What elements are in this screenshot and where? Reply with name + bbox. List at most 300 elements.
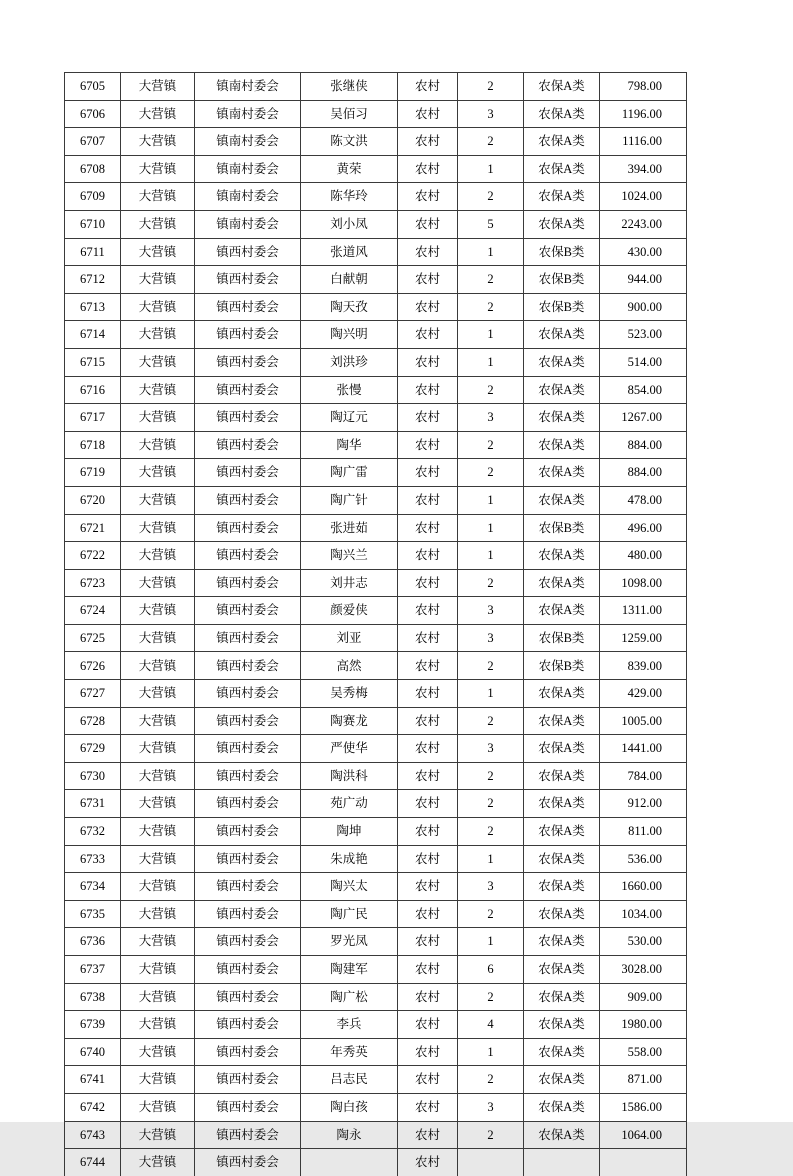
- cell-town: 大营镇: [121, 238, 195, 266]
- cell-village: 镇西村委会: [195, 321, 301, 349]
- cell-village: 镇西村委会: [195, 238, 301, 266]
- cell-count: 2: [458, 983, 524, 1011]
- cell-category: 农村: [398, 762, 458, 790]
- cell-serial: 6710: [65, 210, 121, 238]
- cell-amount: 839.00: [600, 652, 687, 680]
- cell-amount: 1267.00: [600, 404, 687, 432]
- cell-category: 农村: [398, 983, 458, 1011]
- cell-town: 大营镇: [121, 735, 195, 763]
- table-row: [65, 431, 687, 459]
- cell-serial: 6733: [65, 845, 121, 873]
- cell-serial: 6723: [65, 569, 121, 597]
- cell-name: 陶广民: [301, 900, 398, 928]
- cell-count: 3: [458, 624, 524, 652]
- cell-name: 陶永: [301, 1121, 398, 1149]
- table-row: [65, 321, 687, 349]
- cell-serial: 6713: [65, 293, 121, 321]
- cell-count: 1: [458, 928, 524, 956]
- cell-name: 陶广松: [301, 983, 398, 1011]
- cell-town: 大营镇: [121, 542, 195, 570]
- cell-amount: 1586.00: [600, 1093, 687, 1121]
- cell-serial: 6732: [65, 818, 121, 846]
- cell-serial: 6716: [65, 376, 121, 404]
- cell-category: 农村: [398, 266, 458, 294]
- cell-category: 农村: [398, 238, 458, 266]
- cell-name: 陶广雷: [301, 459, 398, 487]
- cell-village: 镇西村委会: [195, 431, 301, 459]
- cell-town: 大营镇: [121, 762, 195, 790]
- cell-amount: 1116.00: [600, 128, 687, 156]
- cell-amount: 909.00: [600, 983, 687, 1011]
- cell-insurance: 农保B类: [524, 514, 600, 542]
- cell-name: 陶天孜: [301, 293, 398, 321]
- cell-insurance: 农保A类: [524, 376, 600, 404]
- cell-serial: 6714: [65, 321, 121, 349]
- cell-serial: 6726: [65, 652, 121, 680]
- cell-name: 陶建军: [301, 956, 398, 984]
- cell-serial: 6740: [65, 1038, 121, 1066]
- cell-serial: 6735: [65, 900, 121, 928]
- table-row: [65, 514, 687, 542]
- cell-count: 1: [458, 542, 524, 570]
- cell-amount: 3028.00: [600, 956, 687, 984]
- table-row: [65, 293, 687, 321]
- table-row: [65, 128, 687, 156]
- cell-name: 张进茹: [301, 514, 398, 542]
- cell-name: 刘井志: [301, 569, 398, 597]
- cell-serial: 6727: [65, 680, 121, 708]
- cell-category: 农村: [398, 404, 458, 432]
- cell-town: 大营镇: [121, 431, 195, 459]
- cell-name: 刘亚: [301, 624, 398, 652]
- cell-village: 镇南村委会: [195, 183, 301, 211]
- cell-amount: 884.00: [600, 431, 687, 459]
- cell-serial: 6734: [65, 873, 121, 901]
- cell-town: 大营镇: [121, 1038, 195, 1066]
- cell-town: 大营镇: [121, 680, 195, 708]
- cell-category: 农村: [398, 486, 458, 514]
- cell-town: 大营镇: [121, 514, 195, 542]
- cell-count: 3: [458, 597, 524, 625]
- cell-serial: 6729: [65, 735, 121, 763]
- cell-name: 吕志民: [301, 1066, 398, 1094]
- cell-village: 镇西村委会: [195, 514, 301, 542]
- cell-serial: 6730: [65, 762, 121, 790]
- cell-serial: 6743: [65, 1121, 121, 1149]
- cell-serial: 6717: [65, 404, 121, 432]
- cell-count: 2: [458, 376, 524, 404]
- cell-amount: 1098.00: [600, 569, 687, 597]
- cell-village: 镇南村委会: [195, 128, 301, 156]
- cell-amount: 871.00: [600, 1066, 687, 1094]
- cell-category: 农村: [398, 348, 458, 376]
- cell-town: 大营镇: [121, 183, 195, 211]
- cell-name: 白献朝: [301, 266, 398, 294]
- cell-town: 大营镇: [121, 956, 195, 984]
- cell-insurance: 农保B类: [524, 266, 600, 294]
- cell-category: 农村: [398, 73, 458, 101]
- cell-town: 大营镇: [121, 1093, 195, 1121]
- cell-category: 农村: [398, 790, 458, 818]
- table-row: [65, 404, 687, 432]
- cell-amount: 536.00: [600, 845, 687, 873]
- cell-insurance: 农保A类: [524, 1093, 600, 1121]
- cell-town: 大营镇: [121, 321, 195, 349]
- cell-insurance: 农保B类: [524, 238, 600, 266]
- cell-category: 农村: [398, 652, 458, 680]
- cell-village: 镇西村委会: [195, 459, 301, 487]
- cell-category: 农村: [398, 210, 458, 238]
- cell-amount: 1441.00: [600, 735, 687, 763]
- cell-count: 1: [458, 1038, 524, 1066]
- cell-amount: 1024.00: [600, 183, 687, 211]
- cell-village: 镇西村委会: [195, 790, 301, 818]
- cell-count: [458, 1149, 524, 1176]
- cell-count: 1: [458, 238, 524, 266]
- cell-count: 1: [458, 486, 524, 514]
- cell-insurance: 农保A类: [524, 73, 600, 101]
- cell-insurance: 农保A类: [524, 818, 600, 846]
- cell-insurance: 农保A类: [524, 983, 600, 1011]
- cell-amount: 429.00: [600, 680, 687, 708]
- cell-count: 2: [458, 818, 524, 846]
- cell-village: 镇南村委会: [195, 155, 301, 183]
- cell-insurance: 农保A类: [524, 542, 600, 570]
- table-row: [65, 1093, 687, 1121]
- cell-serial: 6722: [65, 542, 121, 570]
- cell-count: 3: [458, 873, 524, 901]
- table-row: [65, 569, 687, 597]
- cell-insurance: 农保A类: [524, 845, 600, 873]
- cell-town: 大营镇: [121, 845, 195, 873]
- cell-serial: 6721: [65, 514, 121, 542]
- cell-serial: 6709: [65, 183, 121, 211]
- cell-insurance: 农保A类: [524, 348, 600, 376]
- cell-name: 吴秀梅: [301, 680, 398, 708]
- cell-category: 农村: [398, 1011, 458, 1039]
- cell-amount: 1311.00: [600, 597, 687, 625]
- cell-name: 高然: [301, 652, 398, 680]
- cell-village: 镇西村委会: [195, 404, 301, 432]
- cell-category: 农村: [398, 707, 458, 735]
- cell-count: 1: [458, 514, 524, 542]
- cell-name: 苑广动: [301, 790, 398, 818]
- cell-category: 农村: [398, 321, 458, 349]
- cell-category: 农村: [398, 624, 458, 652]
- cell-serial: 6725: [65, 624, 121, 652]
- cell-village: 镇西村委会: [195, 486, 301, 514]
- cell-village: 镇西村委会: [195, 266, 301, 294]
- cell-serial: 6712: [65, 266, 121, 294]
- cell-name: 颜爱侠: [301, 597, 398, 625]
- cell-name: 罗光凤: [301, 928, 398, 956]
- cell-insurance: 农保A类: [524, 597, 600, 625]
- table-row: [65, 845, 687, 873]
- cell-amount: 811.00: [600, 818, 687, 846]
- cell-insurance: 农保A类: [524, 790, 600, 818]
- cell-village: 镇西村委会: [195, 928, 301, 956]
- cell-count: 2: [458, 900, 524, 928]
- cell-insurance: 农保A类: [524, 155, 600, 183]
- table-row: [65, 680, 687, 708]
- cell-amount: 1064.00: [600, 1121, 687, 1149]
- cell-town: 大营镇: [121, 293, 195, 321]
- cell-serial: 6724: [65, 597, 121, 625]
- cell-count: 1: [458, 845, 524, 873]
- cell-count: 2: [458, 73, 524, 101]
- cell-category: 农村: [398, 183, 458, 211]
- table-row: [65, 1066, 687, 1094]
- table-row: [65, 376, 687, 404]
- cell-category: 农村: [398, 569, 458, 597]
- cell-town: 大营镇: [121, 818, 195, 846]
- cell-name: 陶兴太: [301, 873, 398, 901]
- table-row: [65, 818, 687, 846]
- cell-insurance: 农保A类: [524, 762, 600, 790]
- cell-serial: 6739: [65, 1011, 121, 1039]
- table-row: [65, 873, 687, 901]
- cell-serial: 6741: [65, 1066, 121, 1094]
- cell-village: 镇西村委会: [195, 956, 301, 984]
- cell-amount: 558.00: [600, 1038, 687, 1066]
- cell-insurance: 农保A类: [524, 873, 600, 901]
- cell-village: 镇西村委会: [195, 1038, 301, 1066]
- cell-category: 农村: [398, 873, 458, 901]
- cell-category: 农村: [398, 735, 458, 763]
- cell-name: 张继侠: [301, 73, 398, 101]
- cell-village: 镇西村委会: [195, 597, 301, 625]
- cell-count: 3: [458, 735, 524, 763]
- cell-insurance: 农保A类: [524, 128, 600, 156]
- cell-amount: 523.00: [600, 321, 687, 349]
- cell-town: 大营镇: [121, 155, 195, 183]
- cell-count: 2: [458, 128, 524, 156]
- cell-amount: [600, 1149, 687, 1176]
- table-row: [65, 1149, 687, 1176]
- table-row: [65, 707, 687, 735]
- cell-amount: 430.00: [600, 238, 687, 266]
- cell-village: 镇西村委会: [195, 624, 301, 652]
- cell-village: 镇西村委会: [195, 1066, 301, 1094]
- table-row: [65, 928, 687, 956]
- table-row: [65, 597, 687, 625]
- cell-name: 陶华: [301, 431, 398, 459]
- cell-count: 6: [458, 956, 524, 984]
- cell-village: 镇西村委会: [195, 1011, 301, 1039]
- cell-village: 镇西村委会: [195, 1149, 301, 1176]
- cell-category: 农村: [398, 542, 458, 570]
- cell-insurance: 农保A类: [524, 1038, 600, 1066]
- cell-amount: 884.00: [600, 459, 687, 487]
- cell-town: 大营镇: [121, 1066, 195, 1094]
- cell-insurance: 农保A类: [524, 404, 600, 432]
- cell-insurance: 农保A类: [524, 210, 600, 238]
- cell-count: 3: [458, 100, 524, 128]
- cell-village: 镇西村委会: [195, 900, 301, 928]
- cell-name: 陶广针: [301, 486, 398, 514]
- cell-count: 2: [458, 762, 524, 790]
- cell-count: 2: [458, 652, 524, 680]
- cell-category: 农村: [398, 956, 458, 984]
- cell-town: 大营镇: [121, 900, 195, 928]
- cell-count: 2: [458, 266, 524, 294]
- cell-category: 农村: [398, 431, 458, 459]
- cell-serial: 6737: [65, 956, 121, 984]
- table-row: [65, 155, 687, 183]
- cell-amount: 1980.00: [600, 1011, 687, 1039]
- cell-name: 黄荣: [301, 155, 398, 183]
- cell-serial: 6719: [65, 459, 121, 487]
- cell-village: 镇西村委会: [195, 680, 301, 708]
- cell-insurance: 农保B类: [524, 293, 600, 321]
- benefits-table: [64, 72, 687, 1176]
- cell-name: 刘洪珍: [301, 348, 398, 376]
- cell-insurance: 农保A类: [524, 735, 600, 763]
- cell-category: 农村: [398, 818, 458, 846]
- cell-amount: 798.00: [600, 73, 687, 101]
- cell-town: 大营镇: [121, 266, 195, 294]
- cell-village: 镇西村委会: [195, 376, 301, 404]
- cell-serial: 6736: [65, 928, 121, 956]
- cell-count: 1: [458, 155, 524, 183]
- cell-name: [301, 1149, 398, 1176]
- cell-town: 大营镇: [121, 73, 195, 101]
- cell-count: 4: [458, 1011, 524, 1039]
- cell-count: 2: [458, 431, 524, 459]
- cell-count: 2: [458, 1066, 524, 1094]
- cell-amount: 514.00: [600, 348, 687, 376]
- cell-amount: 1196.00: [600, 100, 687, 128]
- cell-amount: 1259.00: [600, 624, 687, 652]
- cell-count: 1: [458, 680, 524, 708]
- cell-name: 陶兴明: [301, 321, 398, 349]
- cell-count: 2: [458, 790, 524, 818]
- cell-count: 2: [458, 707, 524, 735]
- cell-name: 陶白孩: [301, 1093, 398, 1121]
- cell-serial: 6718: [65, 431, 121, 459]
- cell-town: 大营镇: [121, 1011, 195, 1039]
- cell-serial: 6720: [65, 486, 121, 514]
- cell-category: 农村: [398, 100, 458, 128]
- cell-count: 1: [458, 348, 524, 376]
- table-row: [65, 983, 687, 1011]
- cell-village: 镇西村委会: [195, 818, 301, 846]
- table-row: [65, 1121, 687, 1149]
- cell-category: 农村: [398, 1149, 458, 1176]
- cell-category: 农村: [398, 376, 458, 404]
- cell-town: 大营镇: [121, 652, 195, 680]
- cell-insurance: 农保A类: [524, 928, 600, 956]
- cell-town: 大营镇: [121, 376, 195, 404]
- cell-amount: 912.00: [600, 790, 687, 818]
- cell-insurance: 农保A类: [524, 100, 600, 128]
- cell-town: 大营镇: [121, 100, 195, 128]
- cell-village: 镇西村委会: [195, 569, 301, 597]
- cell-name: 陶辽元: [301, 404, 398, 432]
- cell-category: 农村: [398, 900, 458, 928]
- cell-insurance: 农保A类: [524, 956, 600, 984]
- cell-insurance: 农保A类: [524, 1121, 600, 1149]
- cell-count: 2: [458, 569, 524, 597]
- cell-amount: 1660.00: [600, 873, 687, 901]
- cell-insurance: 农保A类: [524, 486, 600, 514]
- cell-town: 大营镇: [121, 569, 195, 597]
- cell-village: 镇南村委会: [195, 73, 301, 101]
- cell-count: 5: [458, 210, 524, 238]
- cell-serial: 6731: [65, 790, 121, 818]
- cell-amount: 496.00: [600, 514, 687, 542]
- cell-town: 大营镇: [121, 404, 195, 432]
- cell-name: 张慢: [301, 376, 398, 404]
- cell-village: 镇西村委会: [195, 762, 301, 790]
- cell-name: 陈华玲: [301, 183, 398, 211]
- table-row: [65, 266, 687, 294]
- table-row: [65, 348, 687, 376]
- cell-count: 1: [458, 321, 524, 349]
- table-row: [65, 624, 687, 652]
- cell-category: 农村: [398, 680, 458, 708]
- cell-town: 大营镇: [121, 983, 195, 1011]
- cell-name: 年秀英: [301, 1038, 398, 1066]
- cell-village: 镇西村委会: [195, 873, 301, 901]
- table-body: [65, 73, 687, 1176]
- table-row: [65, 486, 687, 514]
- cell-insurance: 农保A类: [524, 569, 600, 597]
- cell-insurance: 农保B类: [524, 624, 600, 652]
- cell-insurance: 农保A类: [524, 183, 600, 211]
- cell-name: 陶兴兰: [301, 542, 398, 570]
- cell-insurance: 农保A类: [524, 321, 600, 349]
- cell-town: 大营镇: [121, 707, 195, 735]
- cell-village: 镇西村委会: [195, 652, 301, 680]
- cell-village: 镇西村委会: [195, 542, 301, 570]
- cell-serial: 6744: [65, 1149, 121, 1176]
- cell-amount: 1034.00: [600, 900, 687, 928]
- cell-category: 农村: [398, 928, 458, 956]
- cell-count: 2: [458, 183, 524, 211]
- cell-amount: 900.00: [600, 293, 687, 321]
- cell-village: 镇西村委会: [195, 293, 301, 321]
- cell-village: 镇西村委会: [195, 735, 301, 763]
- cell-serial: 6742: [65, 1093, 121, 1121]
- cell-category: 农村: [398, 155, 458, 183]
- cell-town: 大营镇: [121, 348, 195, 376]
- cell-name: 朱成艳: [301, 845, 398, 873]
- cell-village: 镇南村委会: [195, 210, 301, 238]
- cell-serial: 6705: [65, 73, 121, 101]
- cell-amount: 394.00: [600, 155, 687, 183]
- cell-name: 张道风: [301, 238, 398, 266]
- cell-amount: 478.00: [600, 486, 687, 514]
- cell-village: 镇西村委会: [195, 1093, 301, 1121]
- table-row: [65, 790, 687, 818]
- table-row: [65, 1011, 687, 1039]
- cell-category: 农村: [398, 845, 458, 873]
- cell-town: 大营镇: [121, 790, 195, 818]
- cell-insurance: [524, 1149, 600, 1176]
- cell-town: 大营镇: [121, 928, 195, 956]
- cell-town: 大营镇: [121, 873, 195, 901]
- cell-name: 陈文洪: [301, 128, 398, 156]
- table-row: [65, 210, 687, 238]
- table-row: [65, 735, 687, 763]
- table-row: [65, 183, 687, 211]
- table-row: [65, 1038, 687, 1066]
- cell-name: 李兵: [301, 1011, 398, 1039]
- cell-insurance: 农保A类: [524, 431, 600, 459]
- cell-amount: 784.00: [600, 762, 687, 790]
- cell-count: 2: [458, 1121, 524, 1149]
